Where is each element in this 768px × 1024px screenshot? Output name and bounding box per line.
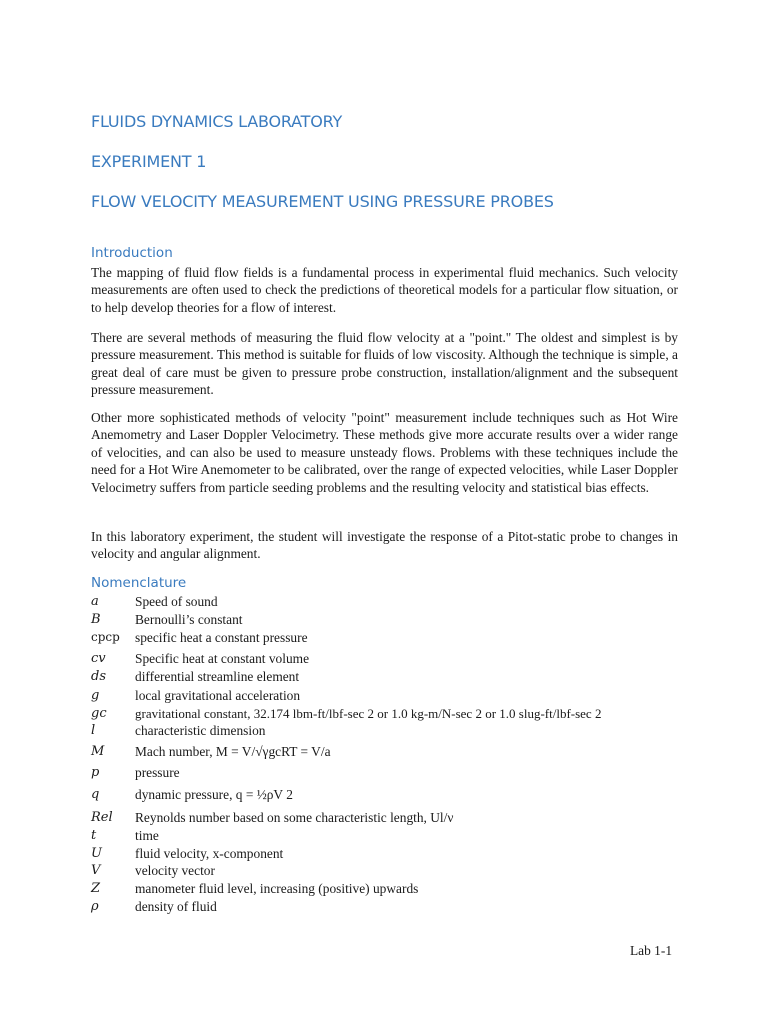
nomenclature-symbol: cpcp bbox=[91, 630, 120, 644]
nomenclature-symbol: Z bbox=[91, 881, 101, 896]
nomenclature-symbol: Rel bbox=[91, 810, 113, 825]
intro-paragraph-4: In this laboratory experiment, the student will investigate the response of a Pitot-static probe to changes in velocity and angular alignment. bbox=[91, 529, 678, 562]
nomenclature-symbol: M bbox=[91, 744, 105, 759]
nomenclature-text: differential streamline element bbox=[135, 669, 300, 684]
nomenclature-text: gravitational constant, 32.174 lbm-ft/lbf-sec 2 or 1.0 kg-m/N-sec 2 or 1.0 slug-ft/lbf-sec 2 bbox=[135, 706, 602, 721]
nomenclature-text: pressure bbox=[135, 765, 180, 780]
nomenclature-symbol: p bbox=[91, 765, 100, 780]
introduction-heading: Introduction bbox=[91, 245, 173, 261]
nomenclature-text: specific heat a constant pressure bbox=[135, 630, 308, 645]
nomenclature-symbol: U bbox=[91, 846, 102, 861]
intro-paragraph-2: There are several methods of measuring the fluid flow velocity at a "point." The oldest and simplest is by pressure measurement. This method is suitable for fluids of low viscosity. Although the technique is simple, a great deal of care must be given to pressure probe construction, installation/alignment and the subsequent pressure measurement. bbox=[91, 330, 678, 398]
experiment-title: EXPERIMENT 1 bbox=[91, 152, 207, 171]
nomenclature-symbol: t bbox=[91, 828, 97, 843]
nomenclature-text: density of fluid bbox=[135, 899, 217, 914]
nomenclature-text: characteristic dimension bbox=[135, 723, 266, 738]
nomenclature-text: Specific heat at constant volume bbox=[135, 651, 310, 666]
nomenclature-symbol: B bbox=[91, 612, 101, 627]
nomenclature-text: fluid velocity, x-component bbox=[135, 846, 284, 861]
nomenclature-symbol: cv bbox=[91, 651, 106, 666]
subject-title: FLOW VELOCITY MEASUREMENT USING PRESSURE PROBES bbox=[91, 192, 554, 211]
nomenclature-symbol: l bbox=[91, 723, 96, 738]
lab-title: FLUIDS DYNAMICS LABORATORY bbox=[91, 112, 343, 131]
intro-paragraph-1: The mapping of fluid flow fields is a fundamental process in experimental fluid mechanics. Such velocity measurements are often used to check the predictions of theoretical models for a particular flow situation, or to help develop theories for a flow of interest. bbox=[91, 265, 678, 315]
nomenclature-text: manometer fluid level, increasing (positive) upwards bbox=[135, 881, 419, 896]
nomenclature-text: velocity vector bbox=[135, 863, 215, 878]
nomenclature-symbol: V bbox=[91, 863, 101, 878]
nomenclature-symbol: ρ bbox=[91, 899, 99, 914]
nomenclature-symbol: gc bbox=[91, 706, 107, 721]
nomenclature-text: Bernoulli’s constant bbox=[135, 612, 243, 627]
nomenclature-text: local gravitational acceleration bbox=[135, 688, 301, 703]
nomenclature-symbol: g bbox=[91, 688, 100, 703]
nomenclature-heading: Nomenclature bbox=[91, 575, 187, 591]
nomenclature-symbol: a bbox=[91, 594, 99, 609]
nomenclature-text: Speed of sound bbox=[135, 594, 218, 609]
nomenclature-symbol: ds bbox=[91, 669, 106, 684]
nomenclature-text: Reynolds number based on some characteristic length, Ul/ν bbox=[135, 810, 454, 825]
nomenclature-text: Mach number, M = V/√γgcRT = V/a bbox=[135, 744, 331, 759]
nomenclature-text: dynamic pressure, q = ½ρV 2 bbox=[135, 787, 293, 802]
intro-paragraph-3: Other more sophisticated methods of velocity "point" measurement include techniques such as Hot Wire Anemometry and Laser Doppler Velocimetry. These methods give more accurate results over a wider range of velocities, and can also be used to measure unsteady flows. Problems with these techniques include the need for a Hot Wire Anemometer to be calibrated, over the range of expected velocities, while Laser Doppler Velocimetry suffers from particle seeding problems and the resulting velocity and statistical bias effects. bbox=[91, 410, 678, 495]
nomenclature-symbol: q bbox=[91, 787, 100, 802]
page-number: Lab 1-1 bbox=[630, 943, 673, 958]
nomenclature-text: time bbox=[135, 828, 159, 843]
